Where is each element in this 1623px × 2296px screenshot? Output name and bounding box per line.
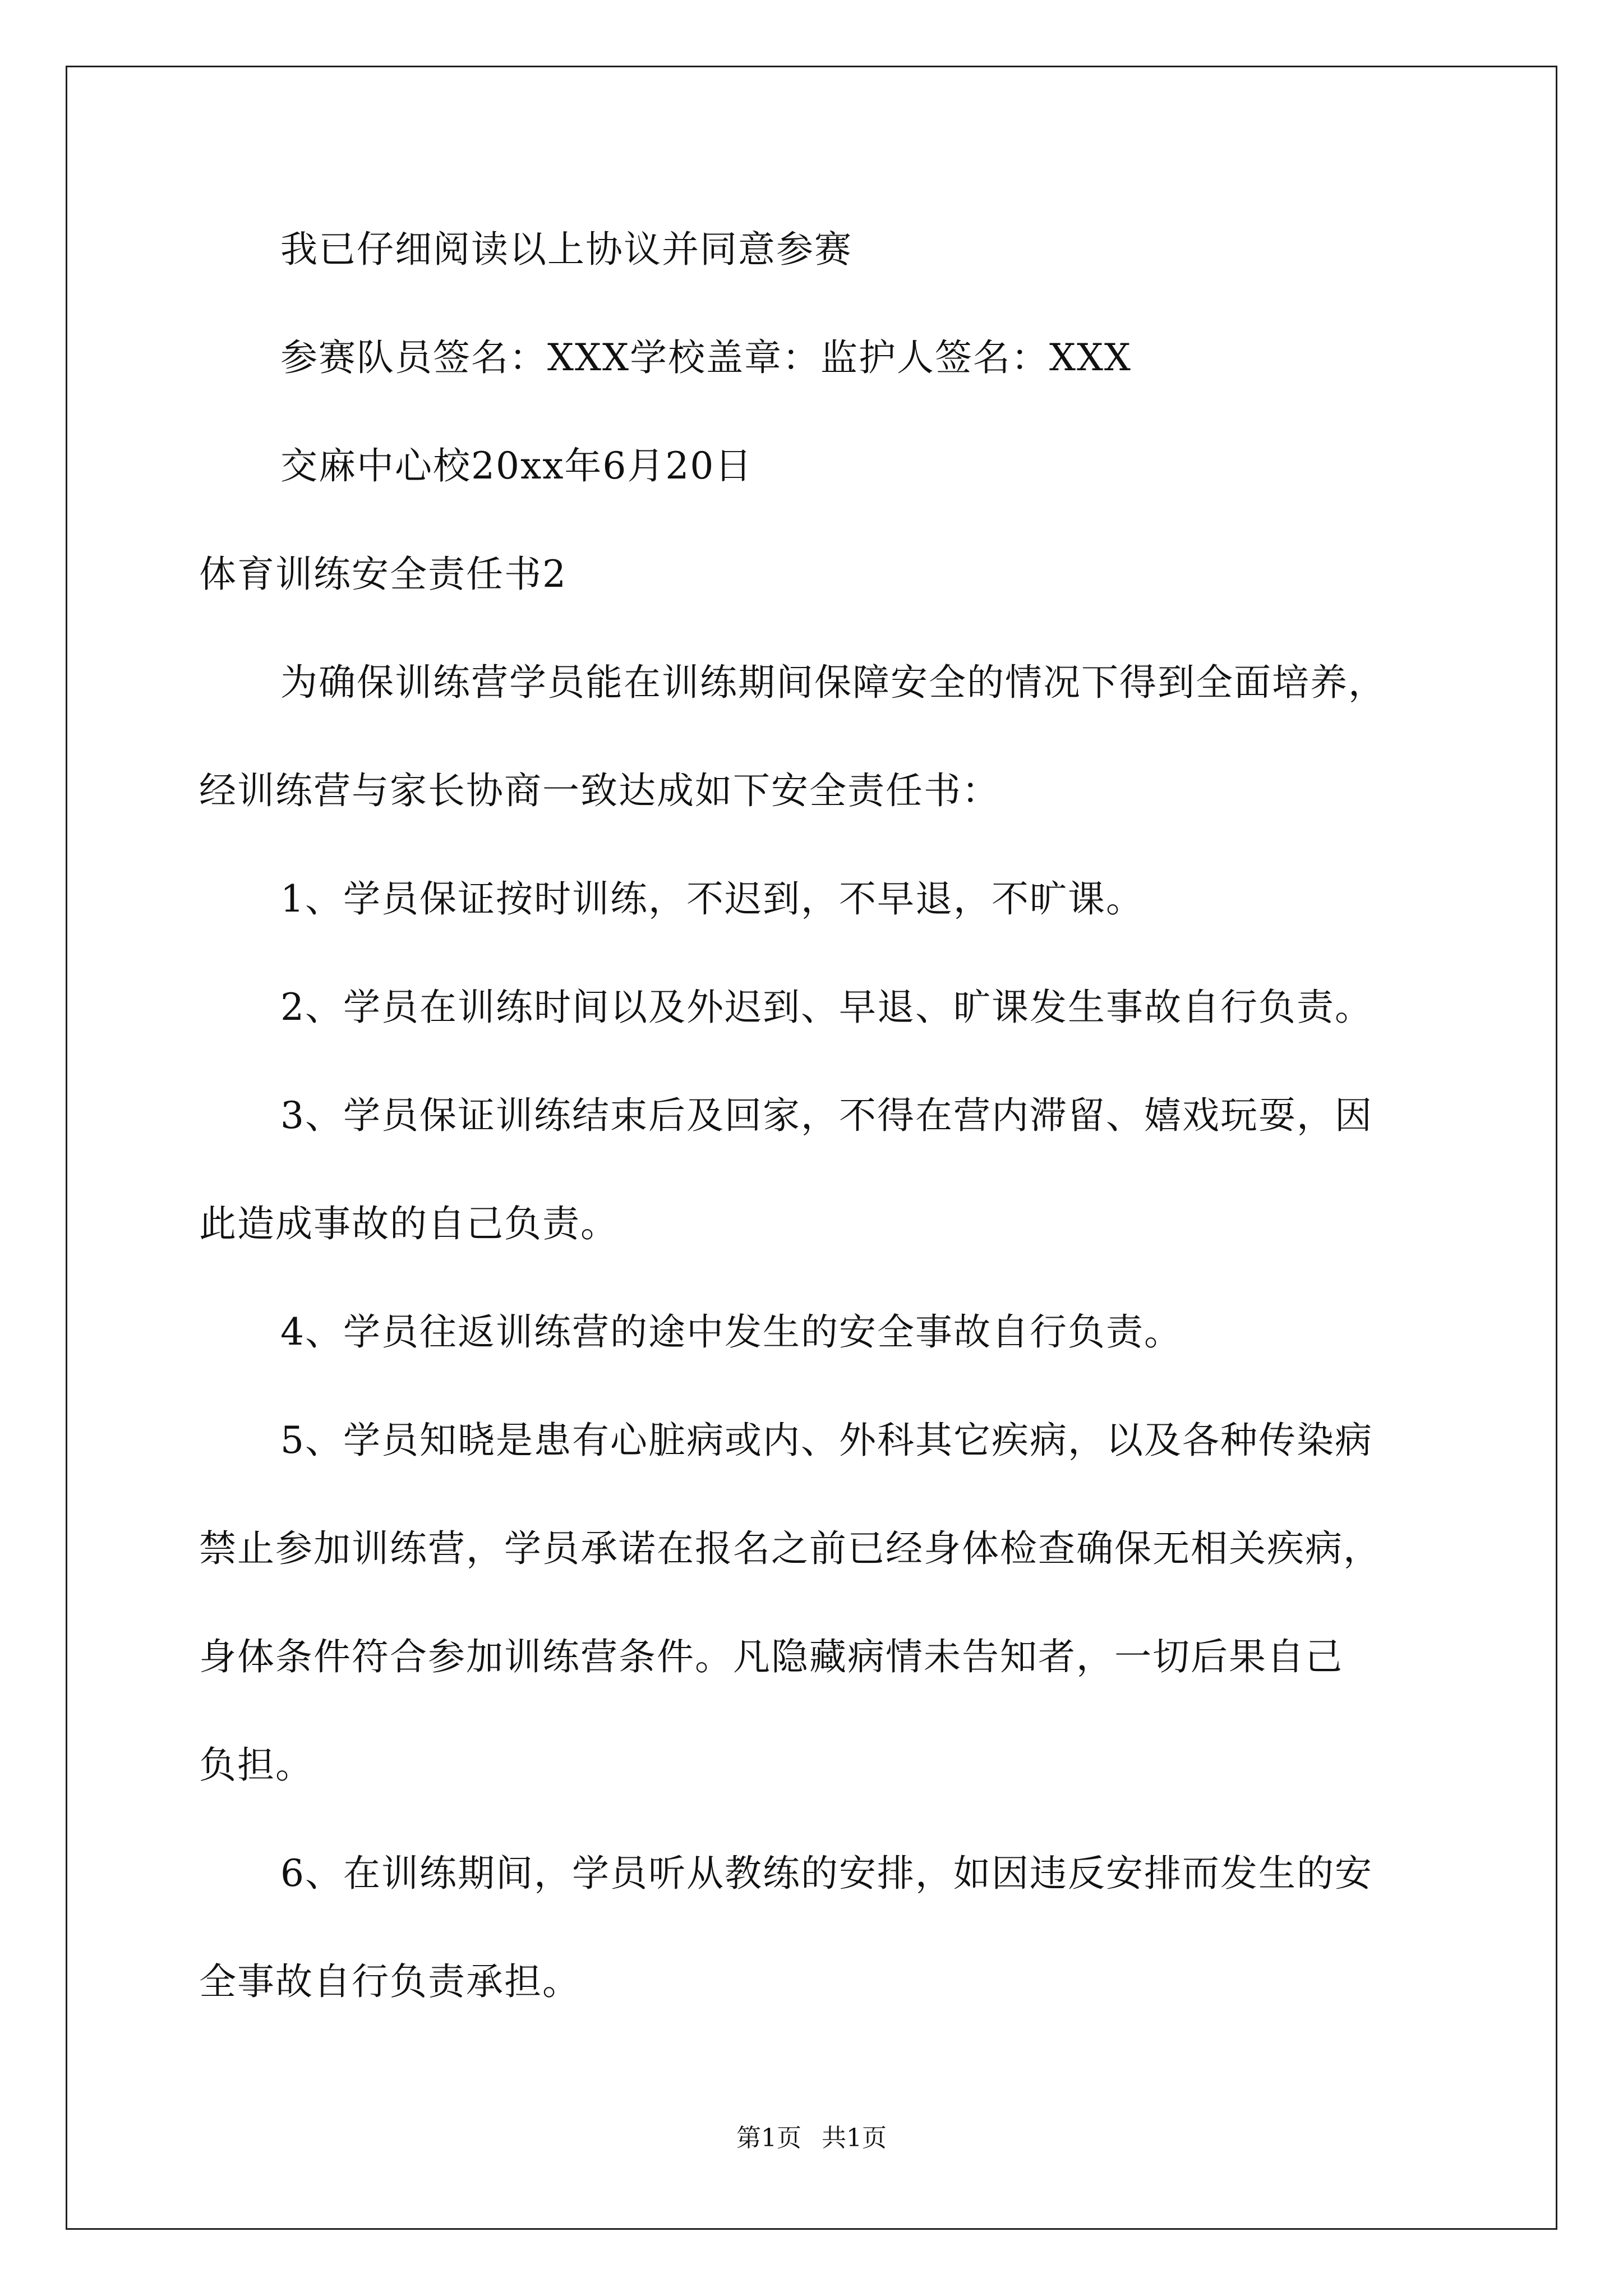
signature-line: 参赛队员签名：XXX学校盖章：监护人签名：XXX bbox=[280, 336, 1132, 379]
school-date-line: 交麻中心校20xx年6月20日 bbox=[280, 444, 753, 487]
clause-5: 5、学员知晓是患有心脏病或内、外科其它疾病，以及各种传染病 bbox=[280, 1419, 1373, 1462]
clause-5-continued: 禁止参加训练营，学员承诺在报名之前已经身体检查确保无相关疾病， bbox=[199, 1527, 1381, 1570]
clause-6: 6、在训练期间，学员听从教练的安排，如因违反安排而发生的安 bbox=[280, 1852, 1373, 1895]
clause-5-continued: 负担。 bbox=[199, 1743, 313, 1787]
page-total: 共1页 bbox=[822, 2124, 887, 2152]
page-number: 第1页 bbox=[736, 2124, 801, 2152]
clause-3: 3、学员保证训练结束后及回家，不得在营内滞留、嬉戏玩耍，因 bbox=[280, 1094, 1373, 1137]
clause-5-continued: 身体条件符合参加训练营条件。凡隐藏病情未告知者，一切后果自己 bbox=[199, 1635, 1343, 1678]
clause-1: 1、学员保证按时训练，不迟到，不早退，不旷课。 bbox=[280, 877, 1144, 921]
clause-2: 2、学员在训练时间以及外迟到、早退、旷课发生事故自行负责。 bbox=[280, 986, 1373, 1029]
clause-4: 4、学员往返训练营的途中发生的安全事故自行负责。 bbox=[280, 1310, 1182, 1354]
clause-3-continued: 此造成事故的自己负责。 bbox=[199, 1202, 619, 1245]
paragraph-line: 经训练营与家长协商一致达成如下安全责任书： bbox=[199, 769, 1000, 812]
paragraph-line: 为确保训练营学员能在训练期间保障安全的情况下得到全面培养， bbox=[280, 661, 1386, 704]
clause-6-continued: 全事故自行负责承担。 bbox=[199, 1960, 580, 2003]
page-border bbox=[66, 66, 1557, 2230]
agreement-statement: 我已仔细阅读以上协议并同意参赛 bbox=[280, 228, 852, 271]
section-heading: 体育训练安全责任书2 bbox=[199, 553, 567, 596]
page-footer bbox=[0, 2126, 1623, 2151]
